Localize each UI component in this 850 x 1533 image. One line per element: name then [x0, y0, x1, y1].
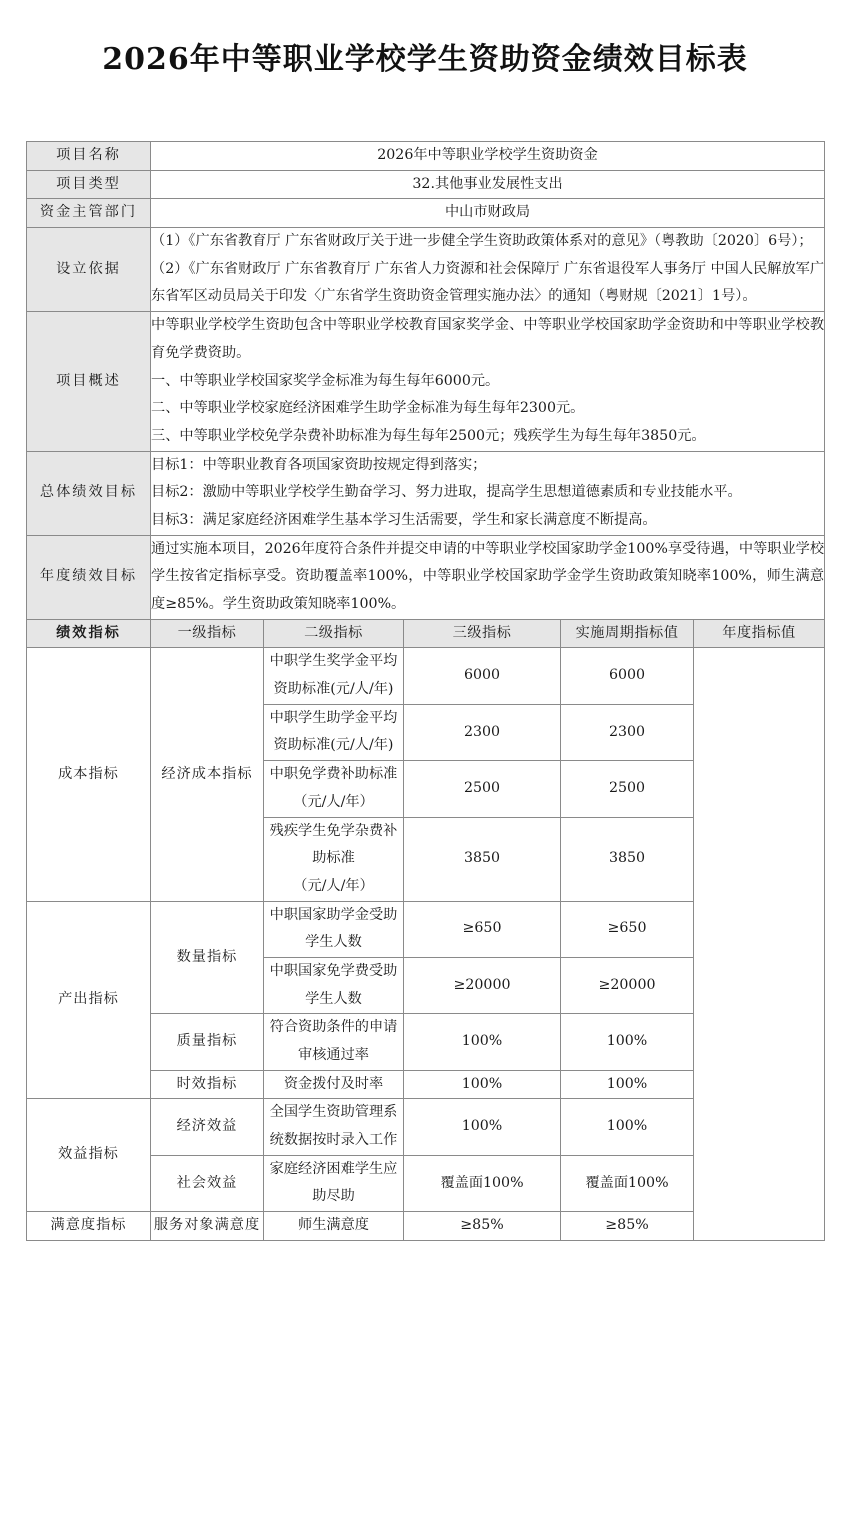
- indicator-level2: 服务对象满意度: [151, 1212, 264, 1241]
- paragraph-line: 通过实施本项目，2026年度符合条件并提交申请的中等职业学校国家助学金100%享受待遇，中等职业学校学生按省定指标享受。资助覆盖率100%，中等职业学校国家助学金学生资助政策知晓率100%，师生满意度≥85%。学生资助政策知晓率100%。: [151, 540, 825, 612]
- label-basis: 设立依据: [27, 228, 151, 312]
- indicator-cycle-value: ≥650: [404, 901, 561, 957]
- indicator-annual-value: 100%: [561, 1014, 694, 1070]
- indicator-level3: [264, 1212, 404, 1241]
- indicator-level3-line: 资助标准(元/人/年): [273, 737, 394, 754]
- paragraph-line: 二、中等职业学校家庭经济困难学生助学金标准为每生每年2300元。: [151, 400, 585, 417]
- indicator-level2: 时效指标: [151, 1070, 264, 1099]
- table-row-project-type: [27, 170, 825, 199]
- indicator-level2: 经济成本指标: [151, 648, 264, 901]
- indicator-level3-line: 学生人数: [305, 934, 362, 951]
- indicator-cycle-value: 3850: [404, 817, 561, 901]
- table-row-fund-department: [27, 199, 825, 228]
- paragraph-line: （1）《广东省教育厅 广东省财政厅关于进一步健全学生资助政策体系对的意见》（粤教助〔2020〕6号）；: [151, 233, 813, 250]
- paragraph-line: 三、中等职业学校免学杂费补助标准为每生每年2500元；残疾学生为每生每年3850元。: [151, 427, 706, 444]
- indicator-level1: 成本指标: [27, 648, 151, 901]
- indicator-level3-line: （元/人/年）: [293, 877, 374, 894]
- indicator-level2: 数量指标: [151, 901, 264, 1014]
- indicator-level2: 经济效益: [151, 1099, 264, 1155]
- value-overall-goal: [151, 451, 825, 535]
- indicator-level3-line: 学生人数: [305, 990, 362, 1007]
- indicator-annual-value: 覆盖面100%: [561, 1155, 694, 1211]
- paragraph-line: 一、中等职业学校国家奖学金标准为每生每年6000元。: [151, 372, 500, 389]
- indicator-cycle-value: 100%: [404, 1070, 561, 1099]
- paragraph-line: 目标3：满足家庭经济困难学生基本学习生活需要，学生和家长满意度不断提高。: [151, 511, 657, 528]
- header-annual-value: 年度指标值: [694, 619, 825, 648]
- indicator-level3-line: 中职学生助学金平均: [269, 709, 398, 726]
- indicator-level3-line: 资助标准(元/人/年): [273, 681, 394, 698]
- indicator-level3-line: 助标准: [312, 850, 355, 867]
- indicator-level2: 社会效益: [151, 1155, 264, 1211]
- paragraph-line: 目标1：中等职业教育各项国家资助按规定得到落实；: [151, 456, 487, 473]
- indicator-annual-value: 6000: [561, 648, 694, 704]
- label-project-type: 项目类型: [27, 170, 151, 199]
- indicator-cycle-value: 覆盖面100%: [404, 1155, 561, 1211]
- header-level2: 二级指标: [264, 619, 404, 648]
- performance-target-table-wrapper: [26, 141, 824, 1241]
- indicator-annual-value: ≥20000: [561, 957, 694, 1013]
- indicator-cycle-value: 6000: [404, 648, 561, 704]
- indicator-level3-line: 统数据按时录入工作: [269, 1132, 398, 1149]
- indicator-level1: 产出指标: [27, 901, 151, 1099]
- indicator-cycle-value: 2300: [404, 704, 561, 760]
- label-fund-department: 资金主管部门: [27, 199, 151, 228]
- indicator-level3-line: 师生满意度: [298, 1217, 369, 1234]
- indicator-row: [27, 648, 825, 704]
- indicator-row: [27, 1212, 825, 1241]
- header-level1: 一级指标: [151, 619, 264, 648]
- indicator-annual-value: ≥650: [561, 901, 694, 957]
- performance-target-table: [26, 141, 825, 1241]
- paragraph-line: 中等职业学校学生资助包含中等职业学校教育国家奖学金、中等职业学校国家助学金资助和中等职业学校教育免学费资助。: [151, 317, 825, 361]
- indicator-level3: [264, 704, 404, 760]
- label-performance-indicators: 绩效指标: [27, 619, 151, 648]
- indicator-level3: [264, 1099, 404, 1155]
- indicator-annual-value: 100%: [561, 1099, 694, 1155]
- value-project-type: 32.其他事业发展性支出: [151, 170, 825, 199]
- table-row-annual-goal: [27, 535, 825, 619]
- label-annual-goal: 年度绩效目标: [27, 535, 151, 619]
- indicator-annual-value: 2300: [561, 704, 694, 760]
- indicator-level3-line: 助尽助: [312, 1188, 355, 1205]
- indicator-cycle-value: ≥85%: [404, 1212, 561, 1241]
- indicator-row: [27, 1099, 825, 1155]
- label-overview: 项目概述: [27, 312, 151, 451]
- indicator-level3: [264, 1014, 404, 1070]
- indicator-level1: 满意度指标: [27, 1212, 151, 1241]
- indicator-cycle-value: 2500: [404, 761, 561, 817]
- value-fund-department: 中山市财政局: [151, 199, 825, 228]
- table-row-overall-goal: [27, 451, 825, 535]
- indicator-level3-line: 家庭经济困难学生应: [269, 1160, 398, 1177]
- paragraph-line: 目标2：激励中等职业学校学生勤奋学习、努力进取，提高学生思想道德素质和专业技能水平。: [151, 484, 742, 501]
- indicator-level3-line: 残疾学生免学杂费补: [269, 822, 398, 839]
- table-row-overview: [27, 312, 825, 451]
- label-project-name: 项目名称: [27, 142, 151, 171]
- table-row-project-name: [27, 142, 825, 171]
- indicator-level3: [264, 648, 404, 704]
- value-overview: [151, 312, 825, 451]
- indicator-cycle-value: 100%: [404, 1099, 561, 1155]
- indicator-level3-line: 资金拨付及时率: [283, 1075, 384, 1092]
- indicator-level3: [264, 1155, 404, 1211]
- indicator-level3-line: 中职国家助学金受助: [269, 906, 398, 923]
- indicator-level2: 质量指标: [151, 1014, 264, 1070]
- indicator-row: [27, 901, 825, 957]
- page-title: 2026年中等职业学校学生资助资金绩效目标表: [102, 42, 748, 77]
- indicator-annual-value: ≥85%: [561, 1212, 694, 1241]
- paragraph-line: （2）《广东省财政厅 广东省教育厅 广东省人力资源和社会保障厅 广东省退役军人事务厅 中国人民解放军广东省军区动员局关于印发〈广东省学生资助资金管理实施办法〉的通知（粤财规〔2021〕1号）。: [151, 260, 825, 305]
- indicator-level3-line: 审核通过率: [298, 1047, 369, 1063]
- indicator-level3: [264, 817, 404, 901]
- indicator-level3: [264, 957, 404, 1013]
- indicator-cycle-value: 100%: [404, 1014, 561, 1070]
- indicator-level3-line: 中职学生奖学金平均: [269, 653, 398, 670]
- indicator-level3: [264, 1070, 404, 1099]
- indicator-level3: [264, 901, 404, 957]
- label-overall-goal: 总体绩效目标: [27, 451, 151, 535]
- indicator-annual-value: 100%: [561, 1070, 694, 1099]
- value-project-name: 2026年中等职业学校学生资助资金: [151, 142, 825, 171]
- value-annual-goal: [151, 535, 825, 619]
- indicator-level3-line: （元/人/年）: [293, 793, 374, 810]
- indicator-level3-line: 中职国家免学费受助: [269, 962, 398, 979]
- indicator-annual-value: 3850: [561, 817, 694, 901]
- table-row-indicator-header: [27, 619, 825, 648]
- indicator-level1: 效益指标: [27, 1099, 151, 1212]
- indicator-level3: [264, 761, 404, 817]
- indicator-level3-line: 中职免学费补助标准: [269, 766, 398, 783]
- indicator-level3-line: 全国学生资助管理系: [269, 1104, 398, 1121]
- value-basis: [151, 228, 825, 312]
- indicator-annual-value: 2500: [561, 761, 694, 817]
- header-level3: 三级指标: [404, 619, 561, 648]
- indicator-level3-line: 符合资助条件的申请: [269, 1019, 398, 1036]
- header-cycle-value: 实施周期指标值: [561, 619, 694, 648]
- table-row-basis: [27, 228, 825, 312]
- indicator-cycle-value: ≥20000: [404, 957, 561, 1013]
